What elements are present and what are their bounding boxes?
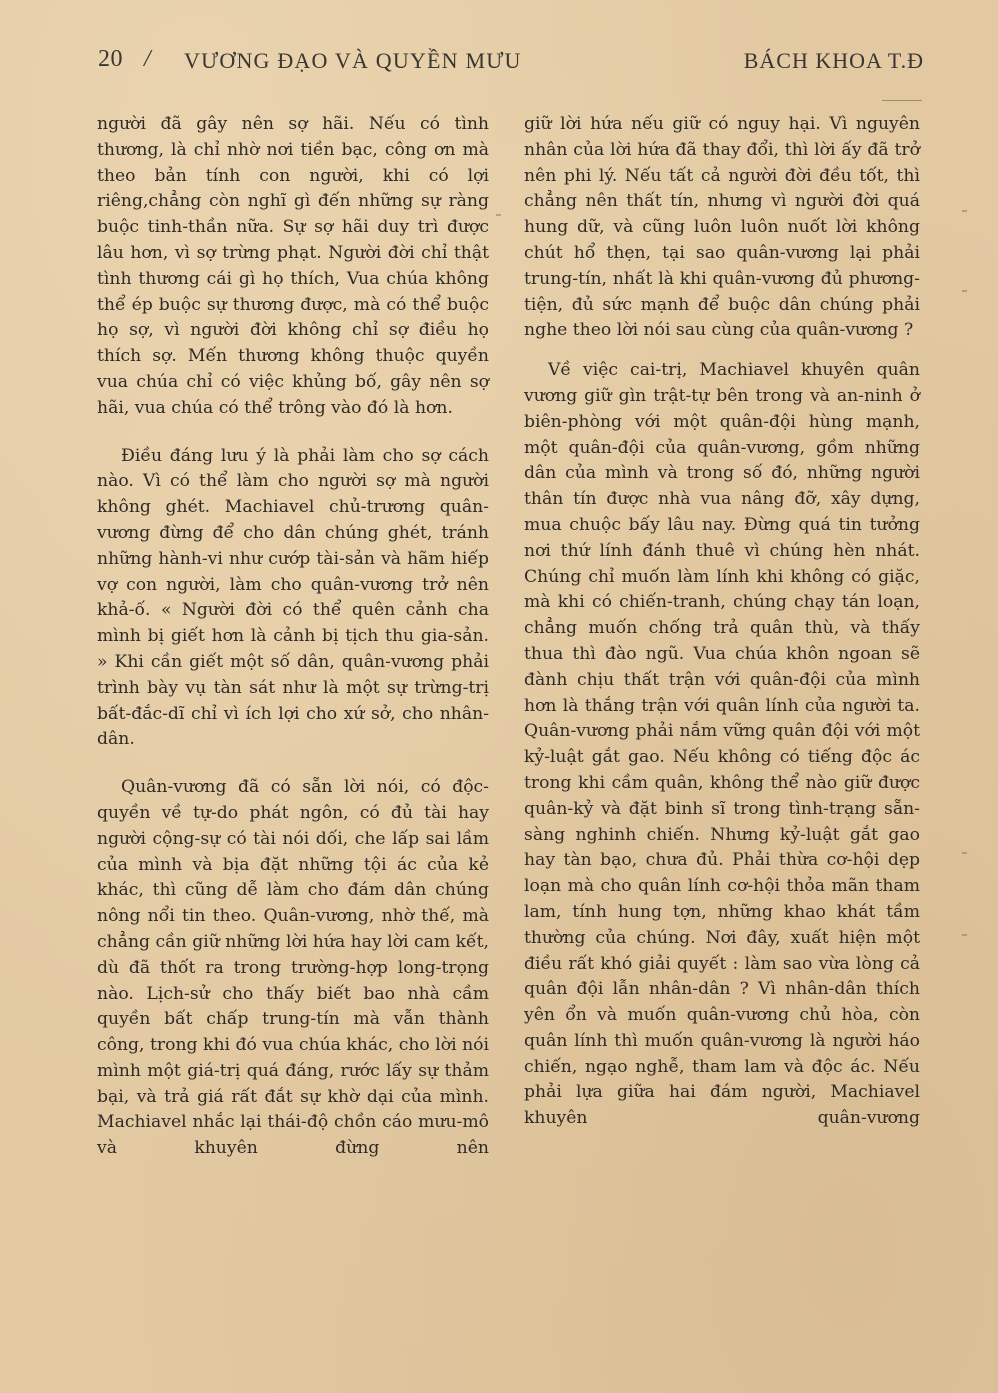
left-paragraph-1: người đã gây nên sợ hãi. Nếu có tình thương, là chỉ nhờ nơi tiền bạc, công ơn mà theo bản tính con người, khi có lợi riêng,chẳng còn nghĩ gì đến những sự ràng buộc tinh-thần nữa. Sự sợ hãi duy trì được lâu hơn, vì sợ trừng phạt. Người đời chỉ thật tình thương cái gì họ thích, Vua chúa không thể ép buộc sự thương được, mà có thể buộc họ sợ, vì người đời không chỉ sợ điều họ thích sợ. Mến thương không thuộc quyền vua chúa chỉ có việc khủng bố, gây nên sợ hãi, vua chúa có thể trông vào đó là hơn. [97, 114, 489, 418]
publication-name: BÁCH KHOA T.Đ [743, 48, 924, 73]
margin-mark [962, 210, 967, 212]
margin-mark [962, 934, 967, 936]
right-column [524, 112, 920, 1132]
margin-mark [962, 852, 967, 854]
header-separator: / [144, 46, 151, 72]
right-paragraph-2: Về việc cai-trị, Machiavel khuyên quân vương giữ gìn trật-tự bên trong và an-ninh ở biên-phòng với một quân-đội hùng mạnh, một quân-đội của quân-vương, gồm những dân của mình và trong số đó, những người thân tín được nhà vua nâng đỡ, xây dựng, mua chuộc bấy lâu nay. Đừng quá tin tưởng nơi thứ lính đánh thuê vì chúng hèn nhát. Chúng chỉ muốn làm lính khi không có giặc, mà khi có chiến-tranh, chúng chạy tán loạn, chẳng muốn chống trả quân thù, và thấy thua thì đào ngũ. Vua chúa khôn ngoan sẽ đành chịu thất trận với quân-đội của mình hơn là thắng trận với quân lính của người ta. Quân-vương phải nắm vững quân đội với một kỷ-luật gắt gao. Nếu không có tiếng độc ác trong khi cầm quân, không thể nào giữ được quân-kỷ và đặt binh sĩ trong tình-trạng sẵn-sàng nghinh chiến. Nhưng kỷ-luật gắt gao hay tàn bạo, chưa đủ. Phải thừa cơ-hội dẹp loạn mà cho quân lính cơ-hội thỏa mãn tham lam, tính hung tợn, những khao khát tầm thường của chúng. Nơi đây, xuất hiện một điều rất khó giải quyết : làm sao vừa lòng cả quân đội lẫn nhân-dân ? Vì nhân-dân thích yên ổn và muốn quân-vương chủ hòa, còn quân lính thì muốn quân-vương là người háo chiến, ngạo nghễ, tham lam và độc ác. Nếu phải lựa giữa hai đám người, Machiavel khuyên quân-vương [524, 360, 920, 1129]
left-column [97, 112, 489, 1162]
margin-mark [496, 214, 501, 216]
left-paragraph-2: Điều đáng lưu ý là phải làm cho sợ cách nào. Vì có thể làm cho người sợ mà người không ghét. Machiavel chủ-trương quân-vương đừng để cho dân chúng ghét, tránh những hành-vi như cướp tài-sản và hãm hiếp vợ con người, làm cho quân-vương trở nên khả-ố. « Người đời có thể quên cảnh cha mình bị giết hơn là cảnh bị tịch thu gia-sản. » Khi cần giết một số dân, quân-vương phải trình bày vụ tàn sát như là một sự trừng-trị bất-đắc-dĩ chỉ vì ích lợi cho xứ sở, cho nhân-dân. [97, 445, 489, 750]
left-paragraph-3: Quân-vương đã có sẵn lời nói, có độc-quyền về tự-do phát ngôn, có đủ tài hay người cộng-sự có tài nói dối, che lấp sai lầm của mình và bịa đặt những tội ác của kẻ khác, thì cũng dễ làm cho đám dân chúng nông nổi tin theo. Quân-vương, nhờ thế, mà chẳng cần giữ những lời hứa hay lời cam kết, dù đã thốt ra trong trường-hợp long-trọng nào. Lịch-sử cho thấy biết bao nhà cầm quyền bất chấp trung-tín mà vẫn thành công, trong khi đó vua chúa khác, cho lời nói mình một giá-trị quá đáng, rước lấy sự thảm bại, và trả giá rất đắt sự khờ dại của mình. Machiavel nhắc lại thái-độ chồn cáo mưu-mô và khuyên đừng nên [97, 777, 489, 1159]
margin-mark [962, 290, 967, 292]
header-rule [882, 100, 922, 101]
page-number: 20 [98, 46, 123, 72]
page-header [98, 44, 924, 78]
right-paragraph-1: giữ lời hứa nếu giữ có nguy hại. Vì nguyên nhân của lời hứa đã thay đổi, thì lời ấy đã trở nên phi lý. Nếu tất cả người đời đều tốt, thì chẳng nên thất tín, nhưng vì người đời quá hung dữ, và cũng luôn luôn nuốt lời không chút hổ thẹn, tại sao quân-vương lại phải trung-tín, nhất là khi quân-vương đủ phương-tiện, đủ sức mạnh để buộc dân chúng phải nghe theo lời nói sau cùng của quân-vương ? [524, 114, 920, 341]
running-title: VƯƠNG ĐẠO VÀ QUYỀN MƯU [184, 48, 522, 73]
